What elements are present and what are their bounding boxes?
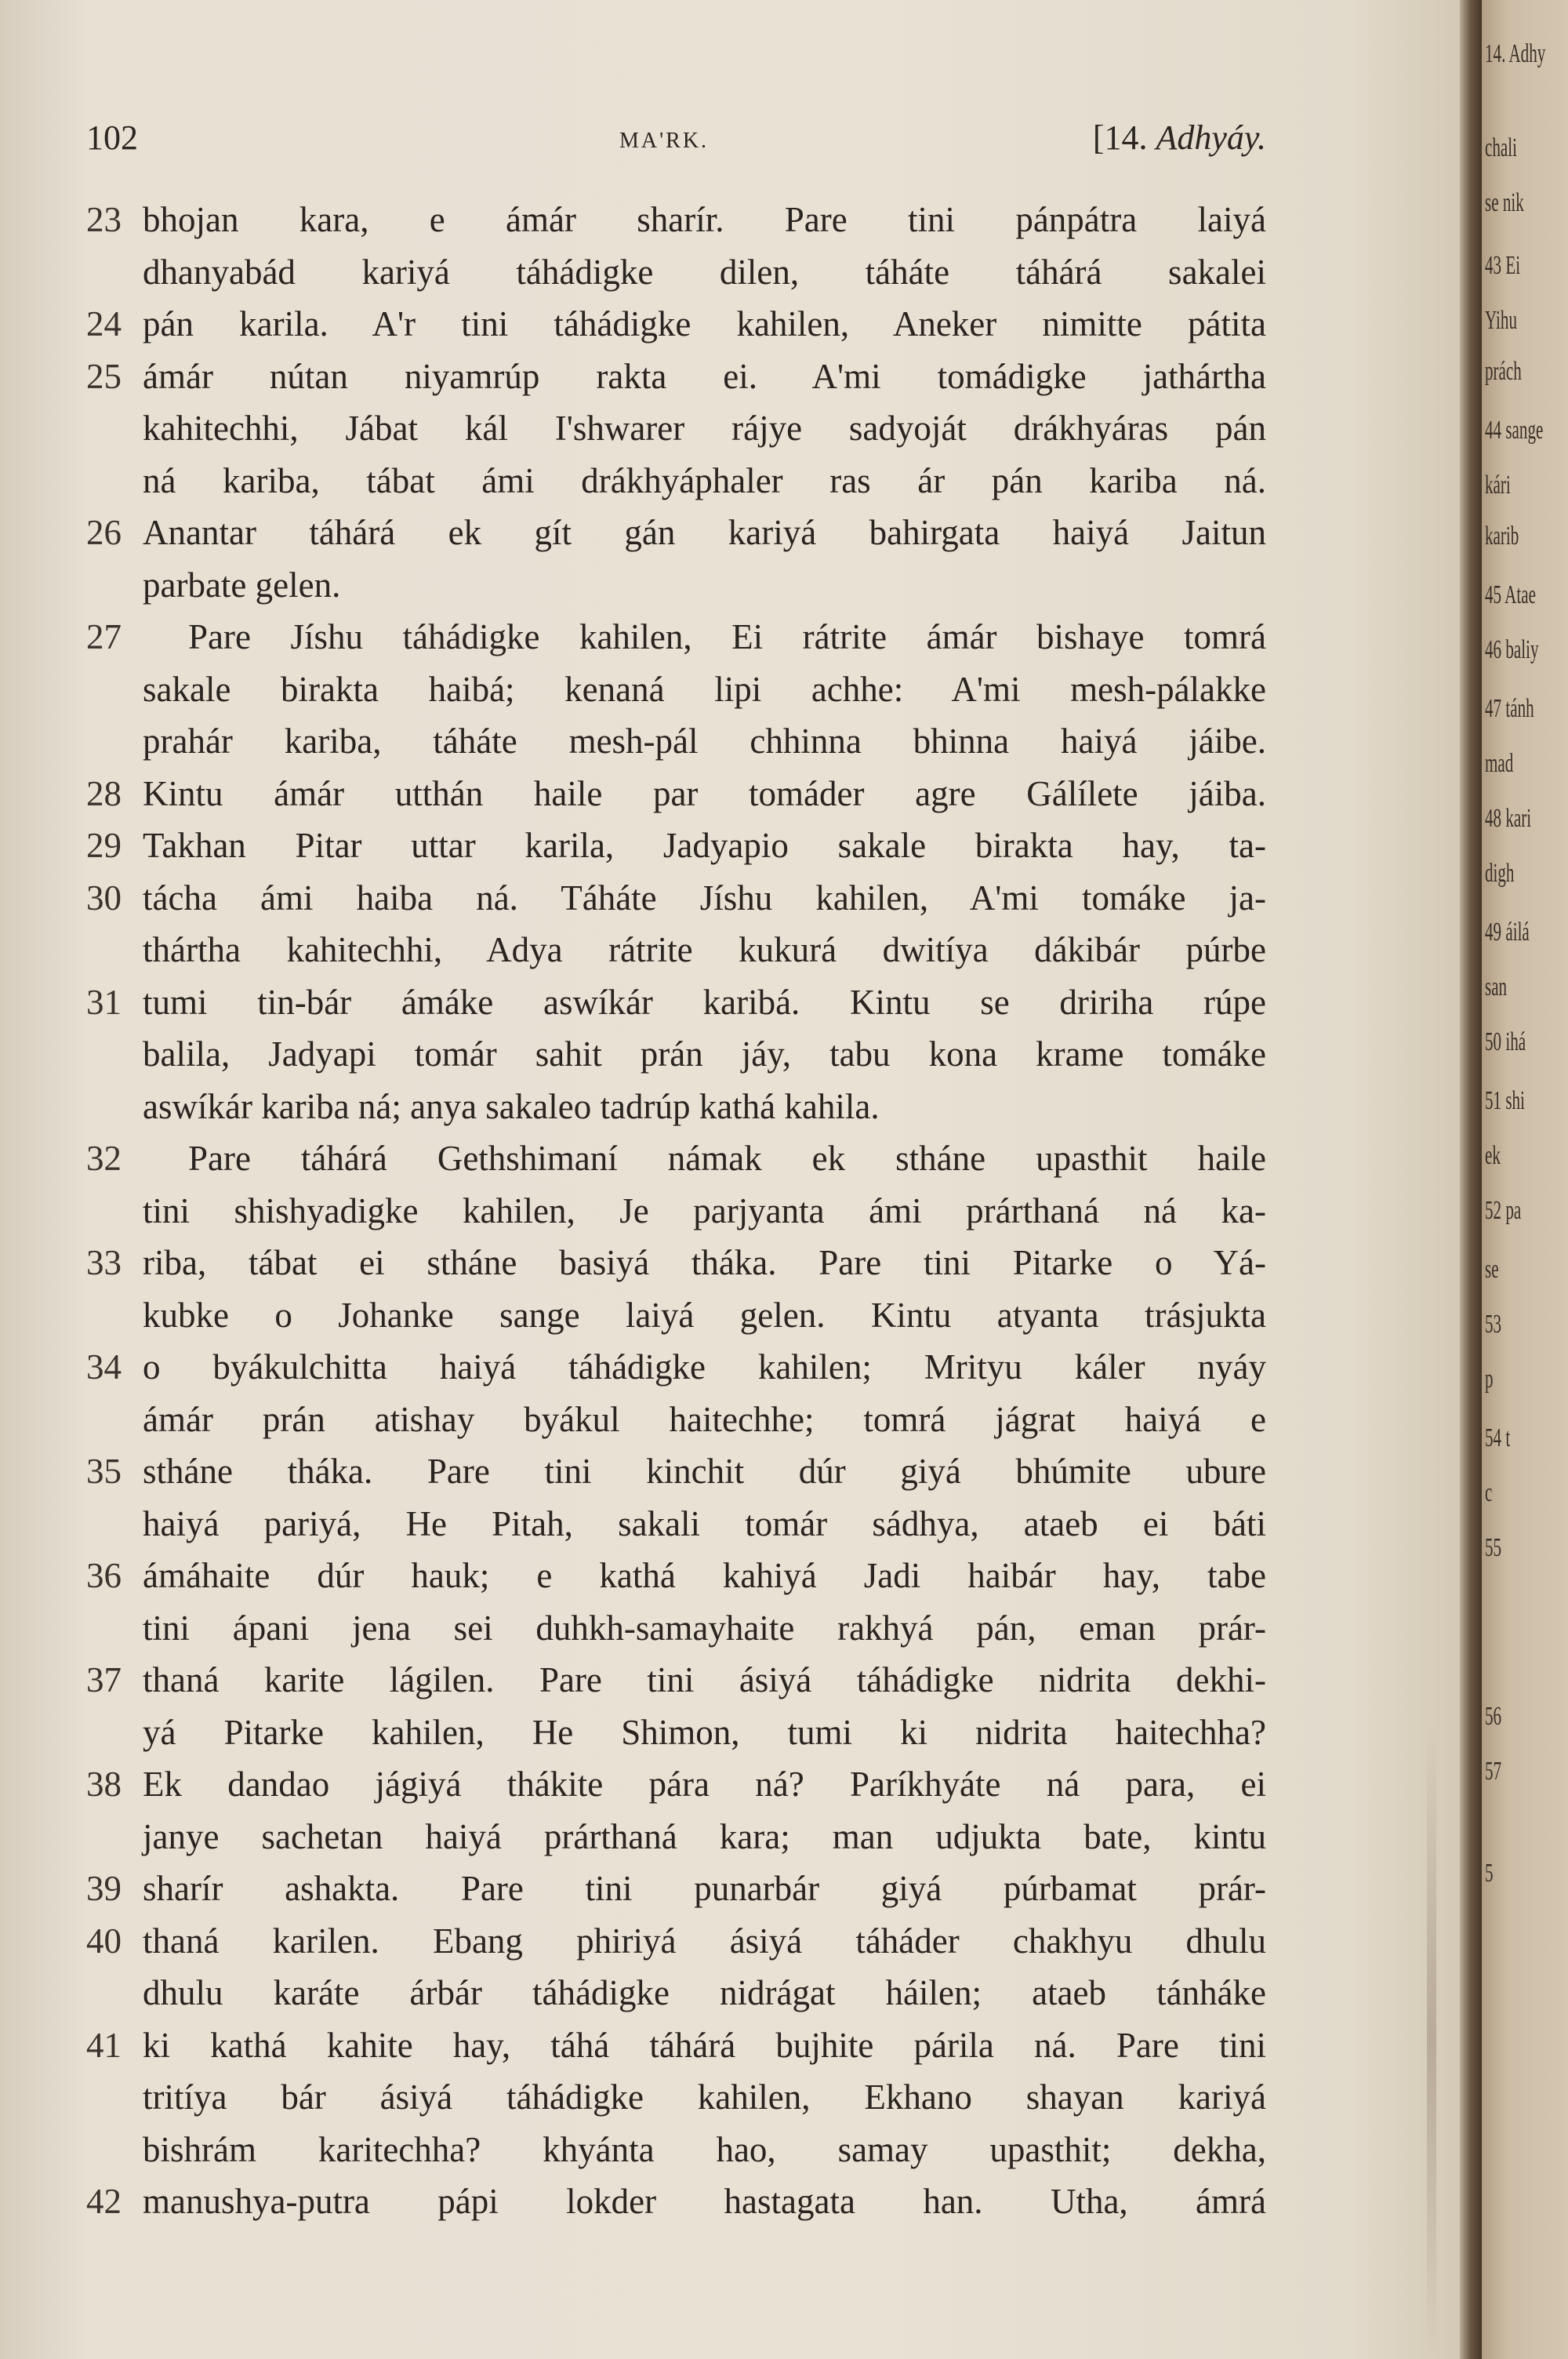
- text-line: [86, 1289, 1266, 1342]
- line-text: dhulu karáte árbár táhádigke nidrágat háilen; ataeb tánháke: [143, 1973, 1266, 2012]
- next-page-fragment: se nik: [1485, 188, 1524, 217]
- line-text: prahár kariba, táháte mesh-pál chhinna bhinna haiyá jáibe.: [143, 722, 1266, 761]
- line-text: ámár prán atishay byákul haitechhe; tomrá jágrat haiyá e: [143, 1399, 1266, 1439]
- line-text: Pare táhárá Gethshimaní námak ek stháne upasthit haile: [188, 1139, 1266, 1178]
- page-number: 102: [86, 118, 138, 157]
- line-text: Ek dandao jágiyá thákite pára ná? Paríkhyáte ná para, ei: [143, 1765, 1266, 1804]
- verse-number: 36: [86, 1556, 122, 1595]
- line-text: tritíya bár ásiyá táhádigke kahilen, Ekhano shayan kariyá: [143, 2077, 1266, 2117]
- text-line: [86, 2124, 1266, 2176]
- text-line: [86, 1237, 1266, 1289]
- next-page-fragment: 46 baliy: [1485, 635, 1539, 664]
- line-text: sharír ashakta. Pare tini punarbár giyá púrbamat prár-: [143, 1869, 1266, 1908]
- verse-number: 37: [86, 1660, 122, 1699]
- next-page-fragment: p: [1485, 1365, 1494, 1394]
- next-page-fragment: 55: [1485, 1533, 1502, 1562]
- verse-number: 23: [86, 200, 122, 239]
- line-text: bishrám karitechha? khyánta hao, samay upasthit; dekha,: [143, 2129, 1266, 2169]
- line-text: tini shishyadigke kahilen, Je parjyanta ámi prárthaná ná ka-: [143, 1190, 1266, 1230]
- next-page-fragment: san: [1485, 972, 1508, 1001]
- next-page-fragment: mad: [1485, 749, 1514, 778]
- text-line: [86, 820, 1266, 872]
- text-line: [86, 351, 1266, 403]
- text-line: [86, 1341, 1266, 1394]
- text-line: [86, 768, 1266, 820]
- chapter-reference: [1093, 118, 1266, 158]
- text-line: [86, 1498, 1266, 1550]
- verse-number: 29: [86, 826, 122, 865]
- next-page-fragment: Yihu: [1485, 306, 1517, 335]
- text-line: [86, 2175, 1266, 2228]
- line-text: ki kathá kahite hay, táhá táhárá bujhite párila ná. Pare tini: [143, 2025, 1266, 2065]
- next-page-fragment: 5: [1485, 1859, 1494, 1888]
- line-text: dhanyabád kariyá táhádigke dilen, táháte táhárá sakalei: [143, 252, 1266, 292]
- text-line: [86, 1132, 1266, 1185]
- line-text: riba, tábat ei stháne basiyá tháka. Pare tini Pitarke o Yá-: [143, 1243, 1266, 1282]
- text-line: [86, 455, 1266, 507]
- verse-number: 42: [86, 2182, 122, 2221]
- text-line: [86, 1185, 1266, 1238]
- line-text: janye sachetan haiyá prárthaná kara; man udjukta bate, kintu: [143, 1816, 1266, 1856]
- next-page-fragment: chali: [1485, 133, 1517, 162]
- next-page-fragment: karib: [1485, 522, 1519, 551]
- verse-number: 27: [86, 617, 122, 656]
- next-page-fragment: ek: [1485, 1141, 1501, 1170]
- page-header: [86, 118, 1266, 165]
- text-line: [86, 507, 1266, 559]
- next-page-fragment: prách: [1485, 357, 1522, 386]
- line-text: thaná karilen. Ebang phiriyá ásiyá táháder chakhyu dhulu: [143, 1921, 1266, 1961]
- line-text: tácha ámi haiba ná. Táháte Jíshu kahilen, A'mi tomáke ja-: [143, 878, 1266, 918]
- line-text: Takhan Pitar uttar karila, Jadyapio sakale birakta hay, ta-: [143, 826, 1266, 865]
- next-page-fragment: 51 shi: [1485, 1086, 1525, 1115]
- next-page-fragment: 47 tánh: [1485, 694, 1534, 723]
- text-line: [86, 715, 1266, 768]
- next-page-fragment: 57: [1485, 1757, 1502, 1786]
- verse-number: 38: [86, 1765, 122, 1804]
- body-text: [86, 194, 1266, 2228]
- line-text: parbate gelen.: [143, 565, 341, 605]
- book-gutter: [1460, 0, 1483, 2359]
- text-line: [86, 1758, 1266, 1811]
- text-line: [86, 1081, 1266, 1133]
- next-page-fragment: se: [1485, 1255, 1499, 1284]
- next-page-fragment: 52 pa: [1485, 1196, 1522, 1225]
- line-text: kahitechhi, Jábat kál I'shwarer rájye sadyoját drákhyáras pán: [143, 409, 1266, 448]
- text-line: [86, 1028, 1266, 1081]
- text-line: [86, 246, 1266, 299]
- text-line: [86, 2071, 1266, 2124]
- line-text: ámár nútan niyamrúp rakta ei. A'mi tomádigke jathártha: [143, 356, 1266, 396]
- text-line: [86, 872, 1266, 925]
- verse-number: 31: [86, 982, 122, 1022]
- next-page-fragment: kári: [1485, 471, 1511, 500]
- verse-number: 30: [86, 878, 122, 918]
- text-line: [86, 1654, 1266, 1707]
- text-line: [86, 1811, 1266, 1863]
- next-page-fragment: 45 Atae: [1485, 580, 1536, 609]
- verse-number: 39: [86, 1869, 122, 1908]
- chapter-ref-prefix: [14.: [1092, 118, 1156, 157]
- next-page-fragment: 48 kari: [1485, 804, 1532, 833]
- text-line: [86, 559, 1266, 612]
- text-line: [86, 1394, 1266, 1446]
- text-line: [86, 1707, 1266, 1759]
- verse-number: 35: [86, 1452, 122, 1491]
- line-text: Pare Jíshu táhádigke kahilen, Ei rátrite ámár bishaye tomrá: [188, 617, 1266, 656]
- verse-number: 24: [86, 304, 122, 343]
- line-text: balila, Jadyapi tomár sahit prán jáy, tabu kona krame tomáke: [143, 1034, 1266, 1074]
- next-page-fragment: digh: [1485, 859, 1515, 888]
- next-page-fragment: 43 Ei: [1485, 251, 1521, 280]
- text-line: [86, 976, 1266, 1029]
- verse-number: 25: [86, 356, 122, 396]
- next-page-fragment: 49 áilá: [1485, 918, 1530, 947]
- text-line: [86, 663, 1266, 716]
- line-text: ná kariba, tábat ámi drákhyáphaler ras ár pán kariba ná.: [143, 460, 1266, 500]
- text-line: [86, 1863, 1266, 1915]
- chapter-ref-italic: Adhyáy.: [1156, 118, 1266, 157]
- line-text: haiyá pariyá, He Pitah, sakali tomár sádhya, ataeb ei báti: [143, 1503, 1266, 1543]
- running-head: MA'RK.: [619, 129, 710, 153]
- text-line: [86, 1967, 1266, 2019]
- line-text: manushya-putra pápi lokder hastagata han. Utha, ámrá: [143, 2182, 1266, 2221]
- line-text: tini ápani jena sei duhkh-samayhaite rakhyá pán, eman prár-: [143, 1608, 1266, 1648]
- verse-number: 40: [86, 1921, 122, 1961]
- next-page-fragment: 54 t: [1485, 1423, 1511, 1452]
- next-page-fragment: 50 ihá: [1485, 1027, 1526, 1056]
- line-text: stháne tháka. Pare tini kinchit dúr giyá bhúmite ubure: [143, 1452, 1266, 1491]
- text-line: [86, 1915, 1266, 1968]
- verse-number: 33: [86, 1243, 122, 1282]
- text-line: [86, 1602, 1266, 1655]
- verse-number: 41: [86, 2025, 122, 2065]
- text-line: [86, 924, 1266, 976]
- page-crease: [1427, 1725, 1436, 2353]
- text-line: [86, 194, 1266, 246]
- line-text: pán karila. A'r tini táhádigke kahilen, Aneker nimitte pátita: [143, 304, 1266, 343]
- verse-number: 26: [86, 513, 122, 552]
- verse-number: 28: [86, 773, 122, 813]
- next-page-fragment: c: [1485, 1478, 1493, 1507]
- text-line: [86, 611, 1266, 663]
- line-text: tumi tin-bár ámáke aswíkár karibá. Kintu se dririha rúpe: [143, 982, 1266, 1022]
- text-line: [86, 402, 1266, 455]
- line-text: bhojan kara, e ámár sharír. Pare tini pánpátra laiyá: [143, 200, 1266, 239]
- text-line: [86, 2019, 1266, 2072]
- next-page-fragment: 56: [1485, 1702, 1502, 1731]
- line-text: o byákulchitta haiyá táhádigke kahilen; Mrityu káler nyáy: [143, 1347, 1266, 1387]
- line-text: aswíkár kariba ná; anya sakaleo tadrúp kathá kahila.: [143, 1086, 880, 1126]
- next-page-fragment: 44 sange: [1485, 416, 1544, 445]
- text-line: [86, 1445, 1266, 1498]
- next-page-fragment: 14. Adhy: [1485, 39, 1546, 68]
- line-text: thaná karite lágilen. Pare tini ásiyá táhádigke nidrita dekhi-: [143, 1660, 1266, 1699]
- text-line: [86, 298, 1266, 351]
- line-text: Anantar táhárá ek gít gán kariyá bahirgata haiyá Jaitun: [143, 513, 1266, 552]
- line-text: ámáhaite dúr hauk; e kathá kahiyá Jadi haibár hay, tabe: [143, 1556, 1266, 1595]
- line-text: Kintu ámár utthán haile par tomáder agre Gálílete jáiba.: [143, 773, 1266, 813]
- verse-number: 32: [86, 1139, 122, 1178]
- line-text: sakale birakta haibá; kenaná lipi achhe: A'mi mesh-pálakke: [143, 669, 1266, 709]
- next-page-fragment: 53: [1485, 1310, 1502, 1339]
- line-text: kubke o Johanke sange laiyá gelen. Kintu atyanta trásjukta: [143, 1295, 1266, 1335]
- next-page-edge: [1482, 0, 1568, 2359]
- text-line: [86, 1550, 1266, 1602]
- line-text: yá Pitarke kahilen, He Shimon, tumi ki nidrita haitechha?: [143, 1712, 1266, 1752]
- verse-number: 34: [86, 1347, 122, 1387]
- line-text: thártha kahitechhi, Adya rátrite kukurá dwitíya dákibár púrbe: [143, 930, 1266, 969]
